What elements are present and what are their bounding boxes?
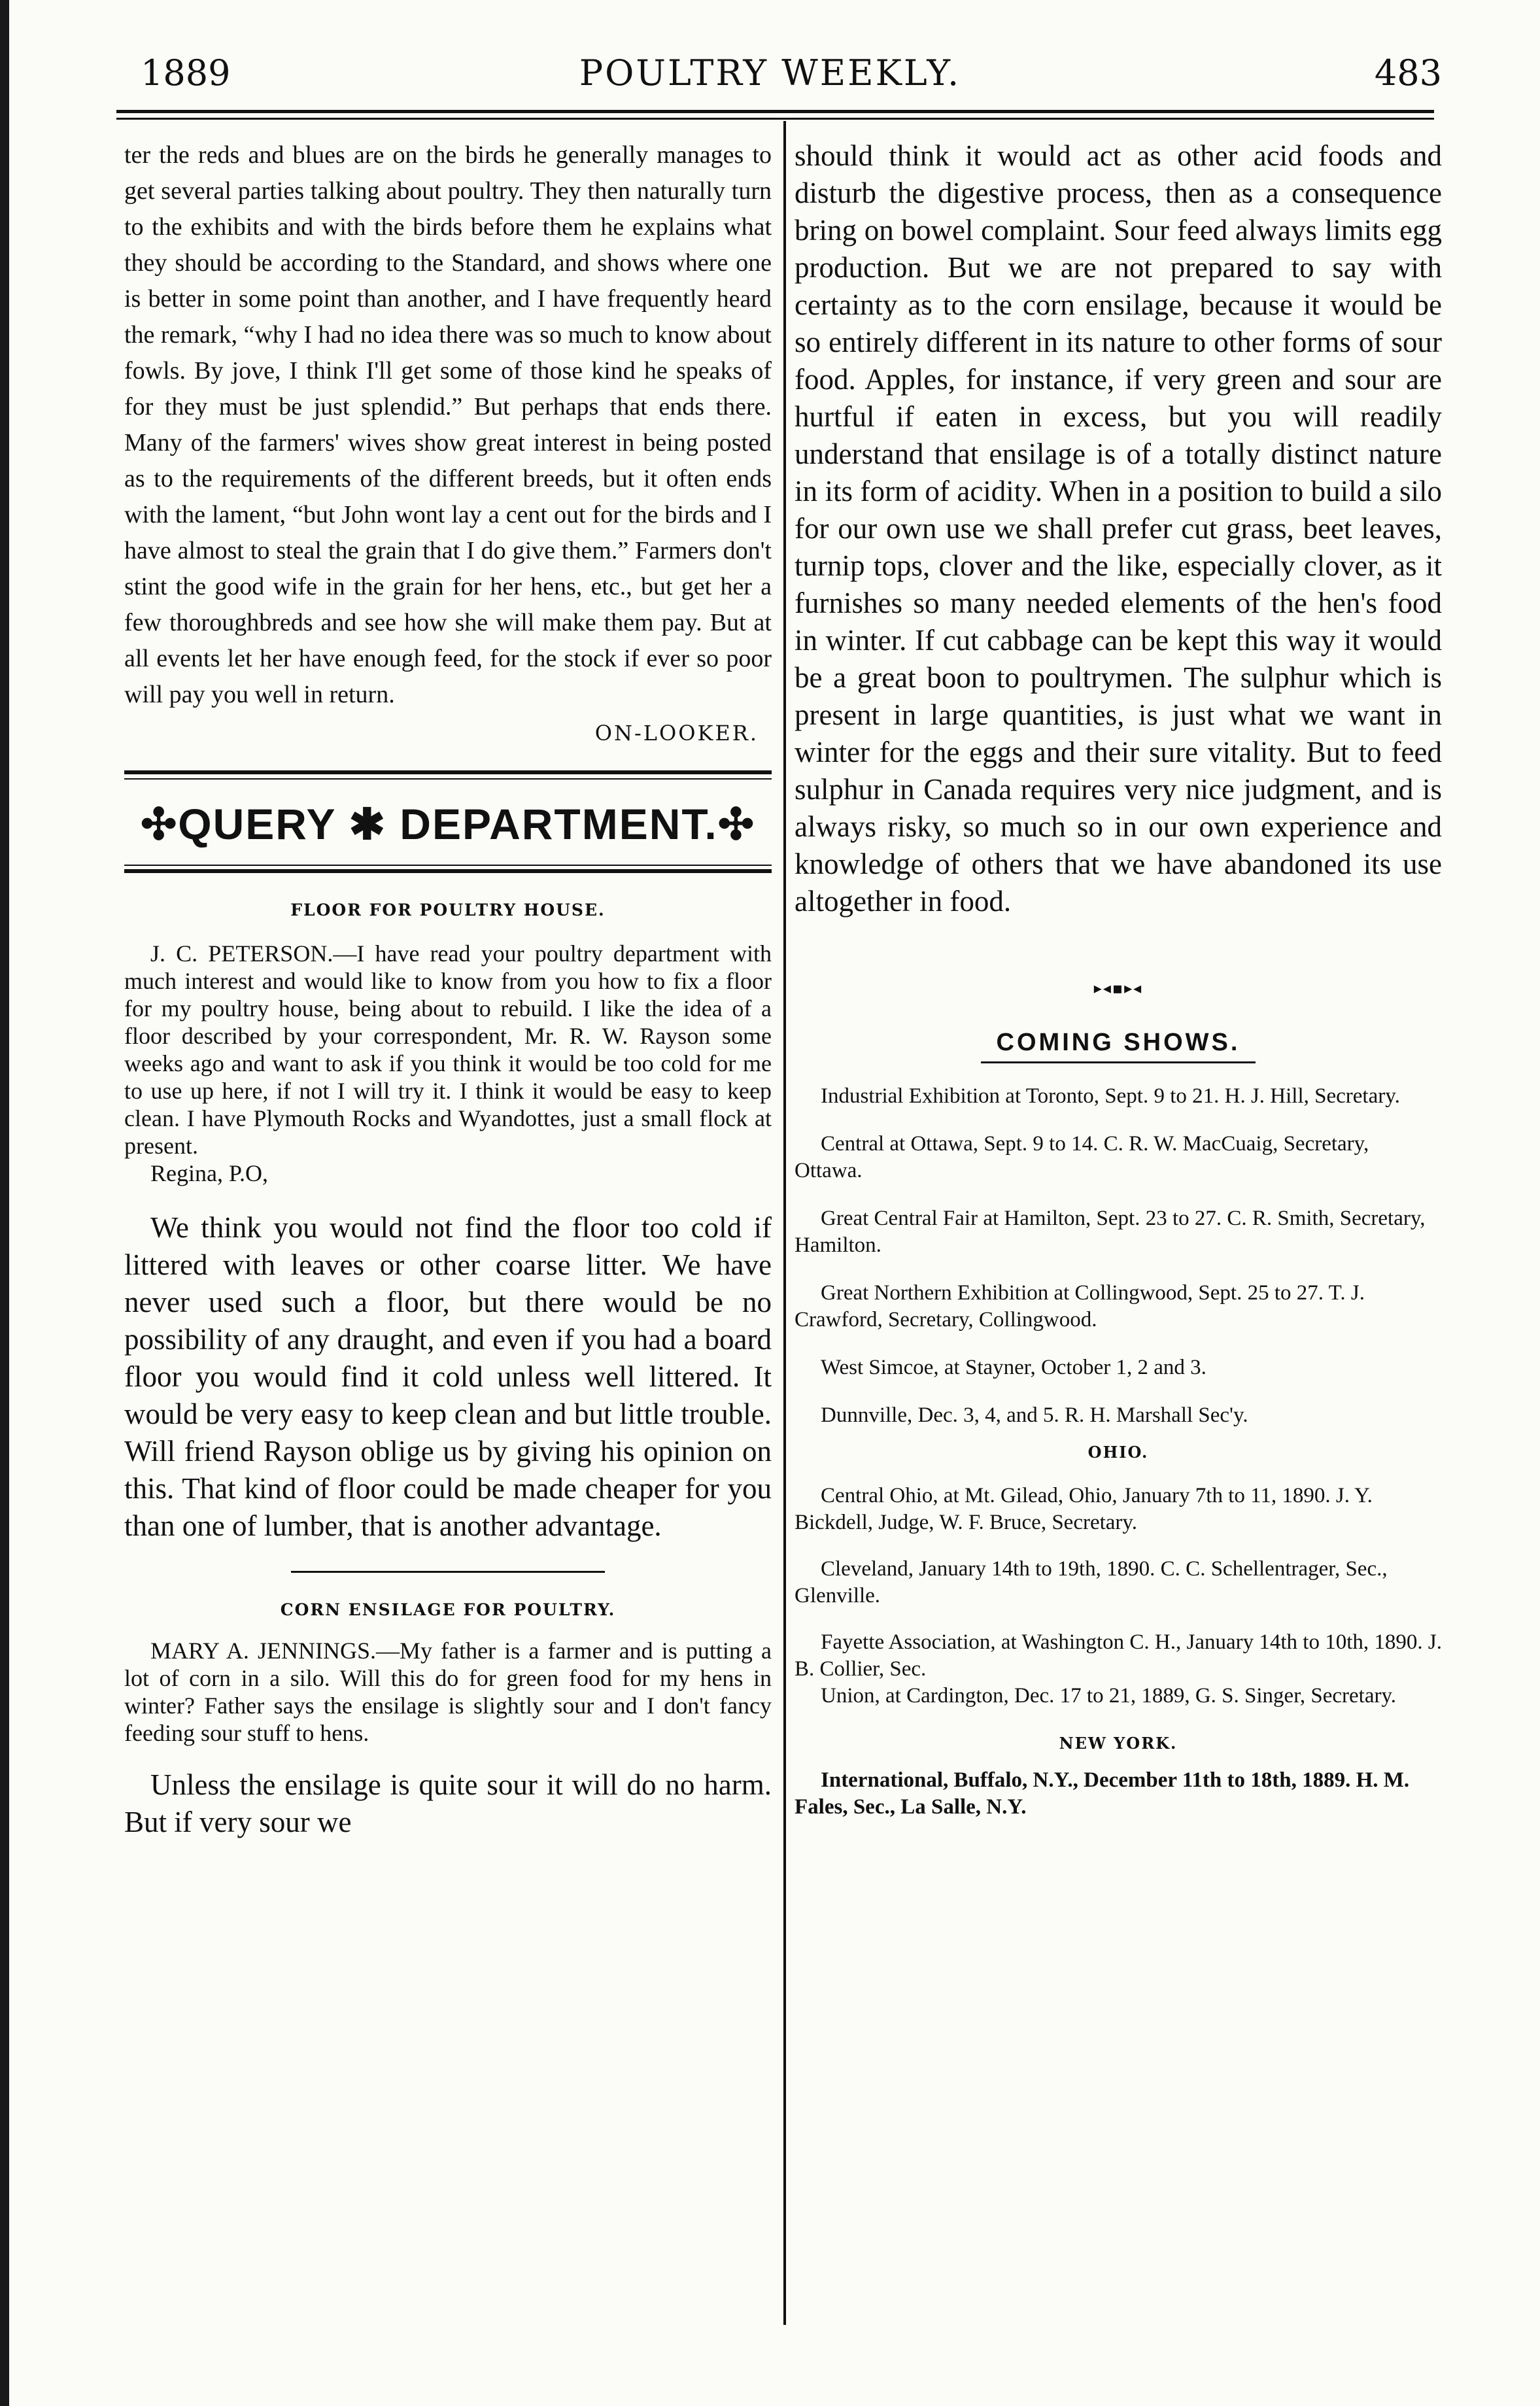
show-item: Dunnville, Dec. 3, 4, and 5. R. H. Marshall Sec'y. [821, 1403, 1248, 1427]
floor-answer: We think you would not find the floor too cold if littered with leaves or other coarse litter. We have never used such a floor, but there would be no possibility of any draught, and even if you had a board floor you would find it cold unless well littered. It would be very easy to keep clean and but little trouble. Will friend Rayson oblige us by giving his opinion on this. That kind of floor could be made cheaper for you than one of lumber, that is another advantage. [124, 1211, 772, 1542]
show-item: Central Ohio, at Mt. Gilead, Ohio, January 7th to 11, 1890. J. Y. Bickdell, Judge, W. F. Bruce, Secretary. [795, 1484, 1373, 1534]
floor-query-place: Regina, P.O, [150, 1160, 268, 1186]
new-york-heading: NEW YORK. [1059, 1734, 1178, 1753]
header-year: 1889 [141, 52, 231, 94]
section-divider [291, 1571, 605, 1573]
left-column [124, 137, 772, 2315]
department-rule-top [124, 770, 772, 774]
department-rule-bottom [124, 865, 772, 866]
corn-ensilage-answer: Unless the ensilage is quite sour it will do no harm. But if very sour we [124, 1768, 772, 1838]
show-item: Fayette Association, at Washington C. H., January 14th to 10th, 1890. J. B. Collier, Sec. [795, 1630, 1442, 1681]
show-item: International, Buffalo, N.Y., December 11th to 18th, 1889. H. M. Fales, Sec., La Salle, N.Y. [795, 1768, 1410, 1819]
shows-list [795, 1083, 1442, 1429]
masthead-title: POULTRY WEEKLY. [579, 52, 961, 94]
scan-margin-bar [0, 0, 9, 2406]
ensilage-continued-article: should think it would act as other acid foods and disturb the digestive process, then as a consequence bring on bowel complaint. Sour feed always limits egg production. But we are not prepared to say with certainty as to the corn ensilage, because it would be so entirely different in its nature to other forms of sour food. Apples, for instance, if very green and sour are hurtful if eaten in excess, but you will readily understand that ensilage is of a totally distinct nature in its form of acidity. When in a position to build a silo for our own use we shall prefer cut grass, beet leaves, turnip tops, clover and the like, especially clover, as it furnishes so many needed elements of the hen's food in winter. If cut cabbage can be kept this way it would be a great boon to poultrymen. The sulphur which is present in large quantities, is just what we want in winter for the eggs and their sure vitality. But to feed sulphur in Canada requires very nice judgment, and is always risky, so much so in our own experience and knowledge of others that we have abandoned its use altogether in food. [795, 139, 1442, 918]
show-item: Great Central Fair at Hamilton, Sept. 23 to 27. C. R. Smith, Secretary, Hamilton. [795, 1207, 1426, 1257]
department-rule-top-thin [124, 778, 772, 780]
show-item: Great Northern Exhibition at Collingwood, Sept. 25 to 27. T. J. Crawford, Secretary, Collingwood. [795, 1281, 1365, 1332]
ornament-divider: ▸◂▪▸◂ [1093, 979, 1143, 997]
right-column [795, 137, 1442, 2315]
ohio-shows-list [795, 1483, 1442, 1710]
corn-ensilage-heading: CORN ENSILAGE FOR POULTRY. [280, 1600, 616, 1619]
floor-query: J. C. PETERSON.—I have read your poultry department with much interest and would like to know from you how to fix a floor for my poultry house, being about to rebuild. I like the idea of a floor described by your correspondent, Mr. R. W. Rayson some weeks ago and want to ask if you think it would be too cold for me to use up here, if not I will try it. I think it would be easy to keep clean. I have Plymouth Rocks and Wyandottes, just a small flock at present. [124, 940, 772, 1159]
ohio-heading: OHIO. [1087, 1443, 1149, 1462]
header-rule-top [116, 110, 1434, 113]
header-rule-bottom [116, 118, 1434, 120]
show-item: West Simcoe, at Stayner, October 1, 2 and 3. [821, 1356, 1206, 1379]
show-item: Cleveland, January 14th to 19th, 1890. C. C. Schellentrager, Sec., Glenville. [795, 1557, 1388, 1607]
coming-shows-heading: COMING SHOWS. [996, 1029, 1241, 1056]
page-number: 483 [1374, 52, 1442, 94]
department-rule-bottom-thick [124, 869, 772, 873]
corn-ensilage-query: MARY A. JENNINGS.—My father is a farmer and is putting a lot of corn in a silo. Will this do for green food for my hens in winter? Father says the ensilage is slightly sour and I don't fancy feeding sour stuff to hens. [124, 1638, 772, 1746]
new-york-shows-list [795, 1767, 1442, 1821]
show-item: Union, at Cardington, Dec. 17 to 21, 1889, G. S. Singer, Secretary. [821, 1684, 1397, 1708]
show-item: Central at Ottawa, Sept. 9 to 14. C. R. W. MacCuaig, Secretary, Ottawa. [795, 1132, 1369, 1182]
article-signature: ON-LOOKER. [594, 721, 759, 746]
floor-heading: FLOOR FOR POULTRY HOUSE. [290, 901, 606, 919]
show-item: Industrial Exhibition at Toronto, Sept. 9 to 21. H. J. Hill, Secretary. [821, 1084, 1400, 1108]
onlooker-article: ter the reds and blues are on the birds he generally manages to get several parties talking about poultry. They then naturally turn to the exhibits and with the birds before them he explains what they should be according to the Standard, and shows where one is better in some point than another, and I have frequently heard the remark, “why I had no idea there was so much to know about fowls. By jove, I think I'll get some of those kind he speaks of for they must be just splendid.” But perhaps that ends there. Many of the farmers' wives show great interest in being posted as to the requirements of the different breeds, but it often ends with the lament, “but John wont lay a cent out for the birds and I have almost to steal the grain that I do give them.” Farmers don't stint the good wife in the grain for her hens, etc., but get her a few thoroughbreds and see how she will make them pay. But at all events let her have enough feed, for the stock if ever so poor will pay you well in return. [124, 141, 772, 708]
query-department-title: ✣QUERY ✱ DEPARTMENT.✣ [140, 800, 756, 848]
coming-shows-underline [981, 1061, 1256, 1063]
column-divider [783, 121, 786, 2325]
